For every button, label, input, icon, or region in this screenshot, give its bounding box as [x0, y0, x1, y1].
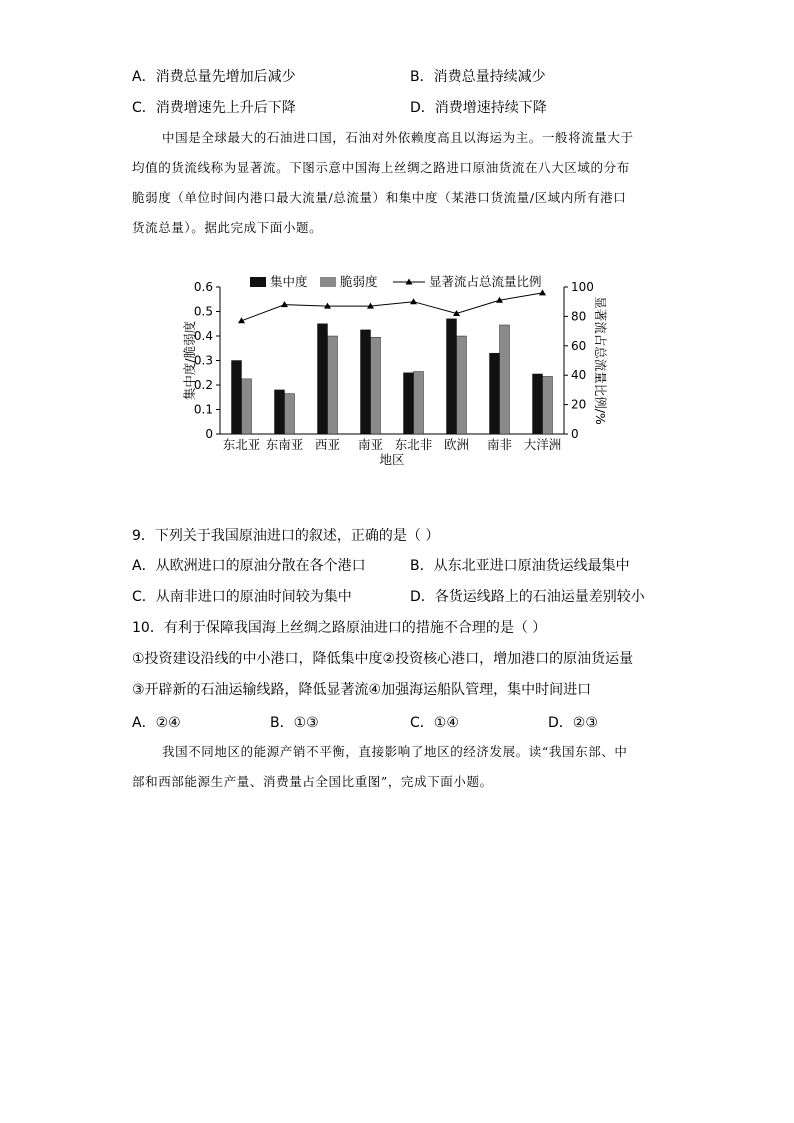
q9-option-b: B．从东北亚进口原油货运线最集中: [410, 558, 630, 574]
q10-item-1: ①投资建设沿线的中小港口，降低集中度②投资核心港口，增加港口的原油货运量: [132, 651, 634, 667]
x-tick-label: 大洋洲: [523, 437, 562, 452]
y-tick-label: 0.6: [193, 280, 213, 294]
q9-option-a: A．从欧洲进口的原油分散在各个港口: [132, 558, 366, 574]
x-tick-label: 欧洲: [443, 437, 470, 452]
y-tick-label: 0.2: [193, 378, 213, 392]
q9-option-c: C．从南非进口的原油时间较为集中: [132, 589, 352, 605]
passage-line: 中国是全球最大的石油进口国，石油对外依赖度高且以海运为主。一般将流量大于: [162, 130, 634, 145]
option-b-prev: B．消费总量持续减少: [410, 69, 546, 85]
option-a-prev: A．消费总量先增加后减少: [132, 69, 296, 85]
bar-concentration: [490, 353, 500, 434]
option-d-prev: D．消费增速持续下降: [410, 100, 547, 116]
legend-label: 显著流占总流量比例: [429, 274, 542, 289]
legend-label: 集中度: [270, 274, 308, 289]
passage-line: 部和西部能源生产量、消费量占全国比重图”，完成下面小题。: [132, 774, 493, 789]
q10-option-d: D．②③: [548, 715, 598, 731]
y-tick-label: 0: [205, 427, 213, 441]
passage-line: 我国不同地区的能源产销不平衡，直接影响了地区的经济发展。读“我国东部、中: [162, 744, 628, 759]
y-tick-label: 0.5: [193, 304, 213, 319]
oil-import-chart: [180, 272, 620, 472]
bar-vulnerability: [457, 336, 467, 434]
y-tick-label: 0.4: [193, 329, 213, 343]
bar-vulnerability: [285, 394, 295, 434]
bar-concentration: [361, 330, 371, 434]
y-tick-label: 0.1: [193, 402, 213, 417]
q10-item-2: ③开辟新的石油运输线路，降低显著流④加强海运船队管理，集中时间进口: [132, 682, 592, 698]
x-tick-label: 东北非: [394, 437, 433, 452]
bar-vulnerability: [414, 372, 424, 434]
bar-concentration: [275, 390, 285, 434]
x-tick-label: 东北亚: [222, 437, 261, 452]
legend-swatch-concentration: [250, 277, 266, 287]
q10-option-c: C．①④: [410, 715, 459, 731]
y2-tick-label: 20: [571, 397, 587, 412]
y2-tick-label: 0: [571, 427, 579, 441]
legend-label: 脆弱度: [340, 274, 378, 289]
passage-energy: [132, 737, 672, 797]
y2-tick-label: 40: [571, 368, 587, 383]
x-tick-label: 西亚: [314, 437, 341, 452]
bar-vulnerability: [242, 379, 252, 434]
y2-tick-label: 100: [571, 280, 594, 294]
passage-intro: [132, 123, 672, 243]
bar-concentration: [447, 319, 457, 434]
line-point: [539, 289, 546, 295]
x-tick-label: 南非: [486, 437, 513, 452]
passage-line: 脆弱度（单位时间内港口最大流量/总流量）和集中度（某港口货流量/区域内所有港口: [132, 190, 627, 205]
bar-vulnerability: [371, 337, 381, 434]
y2-axis-title: 显著流占总流量比例/%: [593, 296, 608, 425]
bar-vulnerability: [500, 325, 510, 434]
q9-stem: 9．下列关于我国原油进口的叙述，正确的是（ ）: [132, 528, 440, 544]
x-tick-label: 南亚: [357, 437, 384, 452]
line-point: [410, 298, 417, 304]
passage-line: 货流总量）。据此完成下面小题。: [132, 220, 323, 235]
q10-option-a: A．②④: [132, 715, 181, 731]
y-axis-title: 集中度/脆弱度: [182, 320, 197, 401]
line-point: [281, 301, 288, 307]
y2-tick-label: 80: [571, 309, 587, 324]
y-tick-label: 0.3: [193, 353, 213, 368]
q10-option-b: B．①③: [270, 715, 319, 731]
option-c-prev: C．消费增速先上升后下降: [132, 100, 296, 116]
bar-concentration: [533, 374, 543, 434]
x-axis-title: 地区: [379, 452, 405, 467]
q9-option-d: D．各货运线路上的石油运量差别较小: [410, 589, 645, 605]
passage-line: 均值的货流线称为显著流。下图示意中国海上丝绸之路进口原油货流在八大区域的分布: [132, 160, 630, 175]
bar-concentration: [232, 361, 242, 435]
bar-concentration: [404, 373, 414, 434]
legend-swatch-vulnerability: [320, 277, 336, 287]
bar-concentration: [318, 324, 328, 434]
q10-stem: 10．有利于保障我国海上丝绸之路原油进口的措施不合理的是（ ）: [132, 620, 547, 636]
bar-vulnerability: [328, 336, 338, 434]
x-tick-label: 东南亚: [265, 437, 304, 452]
y2-tick-label: 60: [571, 338, 587, 353]
bar-vulnerability: [543, 376, 553, 434]
